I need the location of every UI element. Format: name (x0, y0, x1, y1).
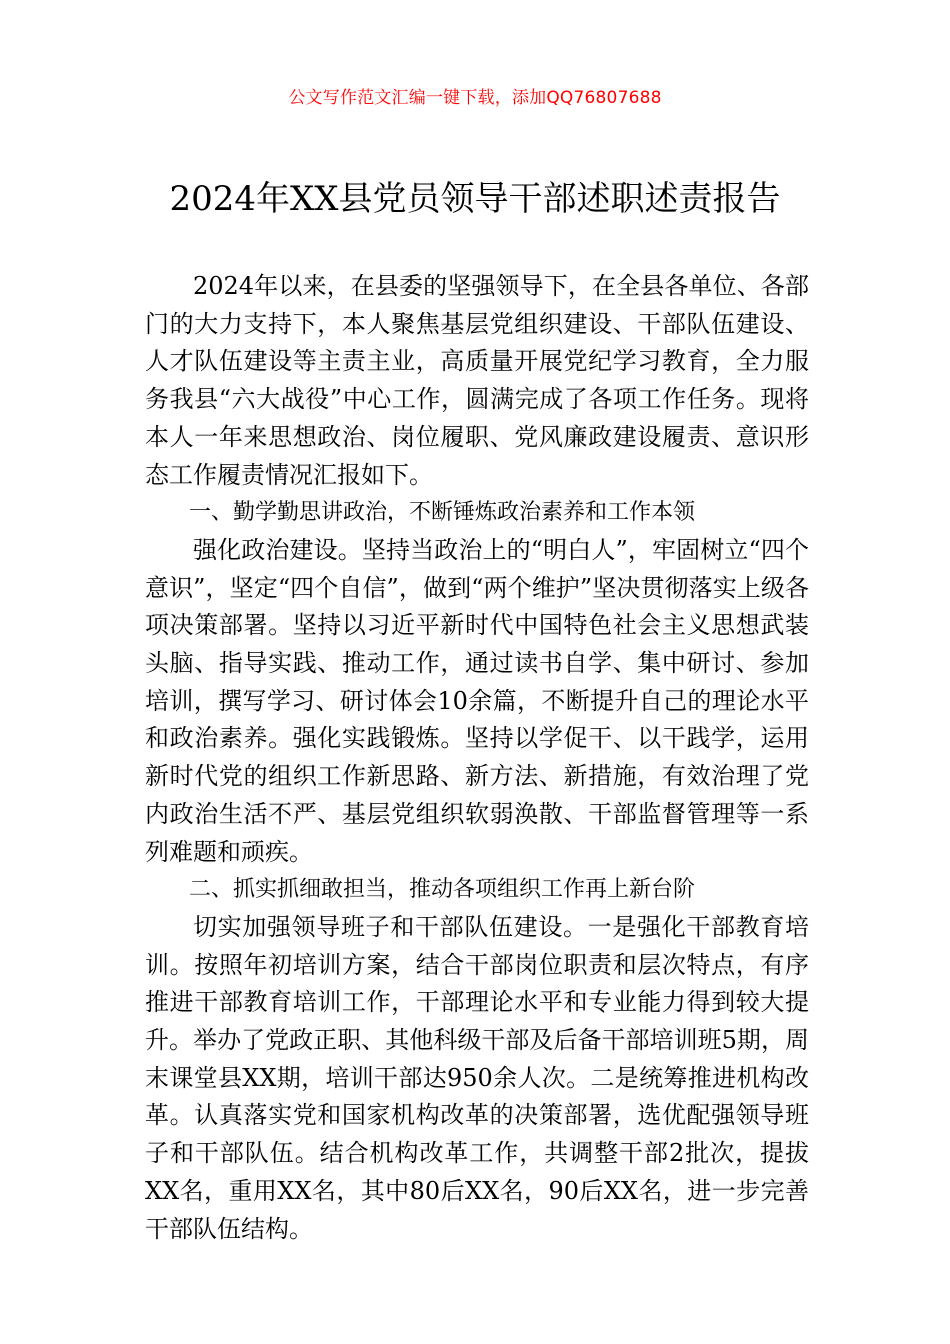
page-title: 2024年XX县党员领导干部述职述责报告 (169, 179, 781, 219)
paragraph-section-1: 强化政治建设。坚持当政治上的“明白人”，牢固树立“四个意识”，坚定“四个自信”，做到“两个维护”坚决贯彻落实上级各项决策部署。坚持以习近平新时代中国特色社会主义思想武装头脑、指导实践、推动工作，通过读书自学、集中研讨、参加培训，撰写学习、研讨体会10余篇，不断提升自己的理论水平和政治素养。强化实践锻炼。坚持以学促干、以干践学，运用新时代党的组织工作新思路、新方法、新措施，有效治理了党内政治生活不严、基层党组织软弱涣散、干部监督管理等一系列难题和顽疾。 (145, 535, 809, 866)
section-heading-2: 二、抓实抓细敢担当，推动各项组织工作再上新台阶 (189, 877, 696, 903)
paragraph-section-2: 切实加强领导班子和干部队伍建设。一是强化干部教育培训。按照年初培训方案，结合干部岗位职责和层次特点，有序推进干部教育培训工作，干部理论水平和专业能力得到较大提升。举办了党政正职、其他科级干部及后备干部培训班5期，周末课堂县XX期，培训干部达950余人次。二是统筹推进机构改革。认真落实党和国家机构改革的决策部署，选优配强领导班子和干部队伍。结合机构改革工作，共调整干部2批次，提拔XX名，重用XX名，其中80后XX名，90后XX名，进一步完善干部队伍结构。 (145, 912, 809, 1243)
promo-line: 公文写作范文汇编一键下载，添加QQ76807688 (288, 88, 662, 108)
section-heading-1: 一、勤学勤思讲政治，不断锤炼政治素养和工作本领 (189, 500, 696, 526)
paragraph-intro: 2024年以来，在县委的坚强领导下，在全县各单位、各部门的大力支持下，本人聚焦基层党组织建设、干部队伍建设、人才队伍建设等主责主业，高质量开展党纪学习教育，全力服务我县“六大战役”中心工作，圆满完成了各项工作任务。现将本人一年来思想政治、岗位履职、党风廉政建设履责、意识形态工作履责情况汇报如下。 (145, 272, 809, 489)
document-body (145, 268, 809, 1248)
